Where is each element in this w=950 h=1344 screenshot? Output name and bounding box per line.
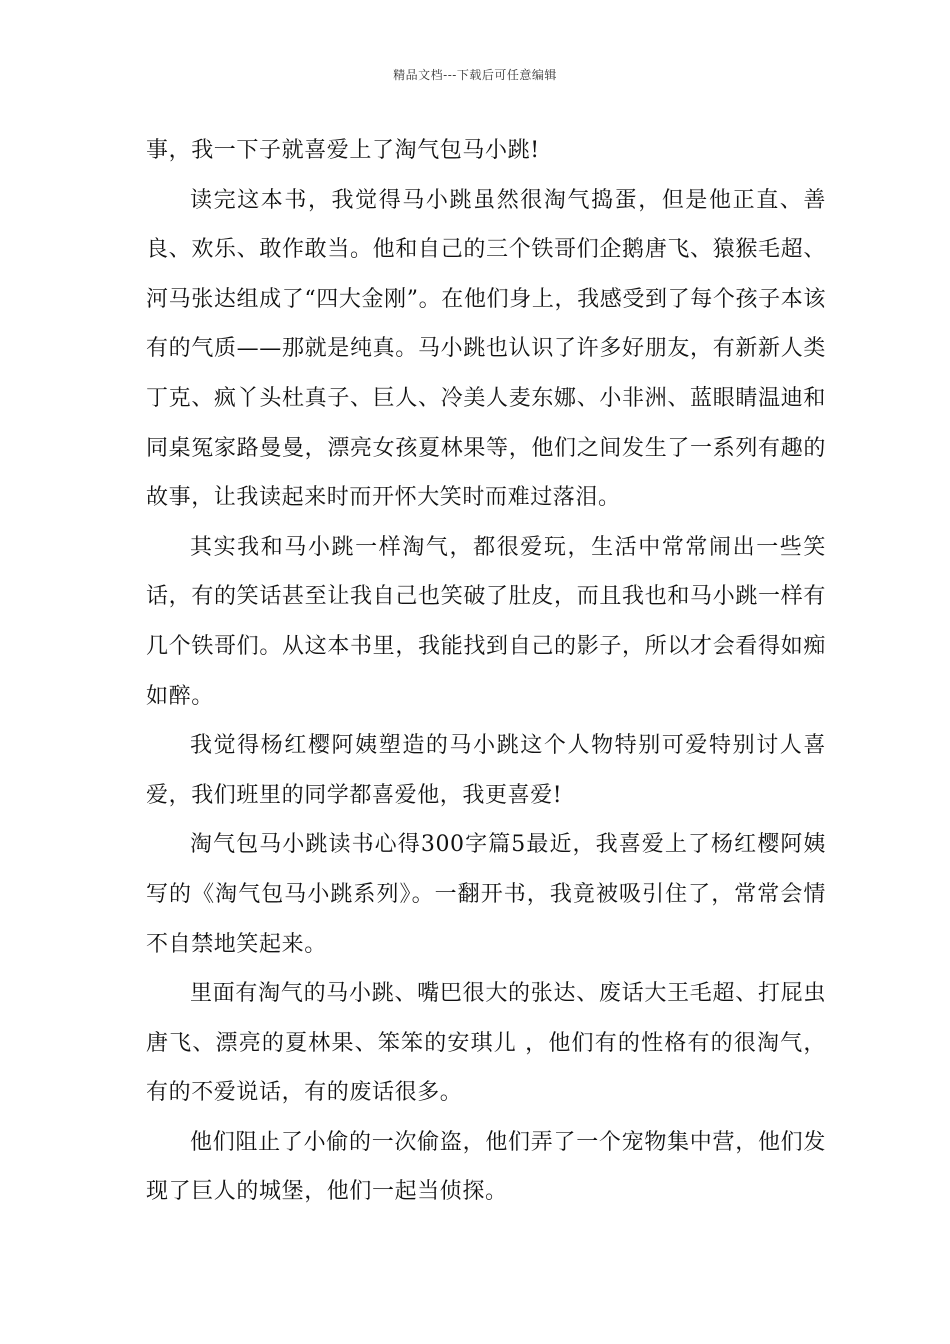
paragraph-essay-5-intro: 淘气包马小跳读书心得300字篇5最近，我喜爱上了杨红樱阿姨写的《淘气包马小跳系列》。一翻开书，我竟被吸引住了，常常会情不自禁地笑起来。: [146, 832, 826, 957]
paragraph-characters: 里面有淘气的马小跳、嘴巴很大的张达、废话大王毛超、打屁虫唐飞、漂亮的夏林果、笨笨的安琪儿 ，他们有的性格有的很淘气，有的不爱说话，有的废话很多。: [146, 981, 826, 1106]
paragraph-personal-reflection: 其实我和马小跳一样淘气，都很爱玩，生活中常常闹出一些笑话，有的笑话甚至让我自己也笑破了肚皮，而且我也和马小跳一样有几个铁哥们。从这本书里，我能找到自己的影子，所以才会看得如痴如醉。: [146, 534, 826, 709]
paragraph-character-review: 读完这本书，我觉得马小跳虽然很淘气捣蛋，但是他正直、善良、欢乐、敢作敢当。他和自己的三个铁哥们企鹅唐飞、猿猴毛超、河马张达组成了“四大金刚”。在他们身上，我感受到了每个孩子本该有的气质——那就是纯真。马小跳也认识了许多好朋友，有新新人类丁克、疯丫头杜真子、巨人、冷美人麦东娜、小非洲、蓝眼睛温迪和同桌冤家路曼曼，漂亮女孩夏林果等，他们之间发生了一系列有趣的故事，让我读起来时而开怀大笑时而难过落泪。: [146, 187, 826, 511]
paragraph-author-praise: 我觉得杨红樱阿姨塑造的马小跳这个人物特别可爱特别讨人喜爱，我们班里的同学都喜爱他，我更喜爱!: [146, 733, 826, 808]
paragraph-continuation: 事，我一下子就喜爱上了淘气包马小跳!: [146, 138, 540, 163]
page-header: 精品文档---下载后可任意编辑: [393, 68, 557, 82]
paragraph-adventures: 他们阻止了小偷的一次偷盗，他们弄了一个宠物集中营，他们发现了巨人的城堡，他们一起当侦探。: [146, 1129, 826, 1205]
document-body: [146, 126, 826, 1217]
